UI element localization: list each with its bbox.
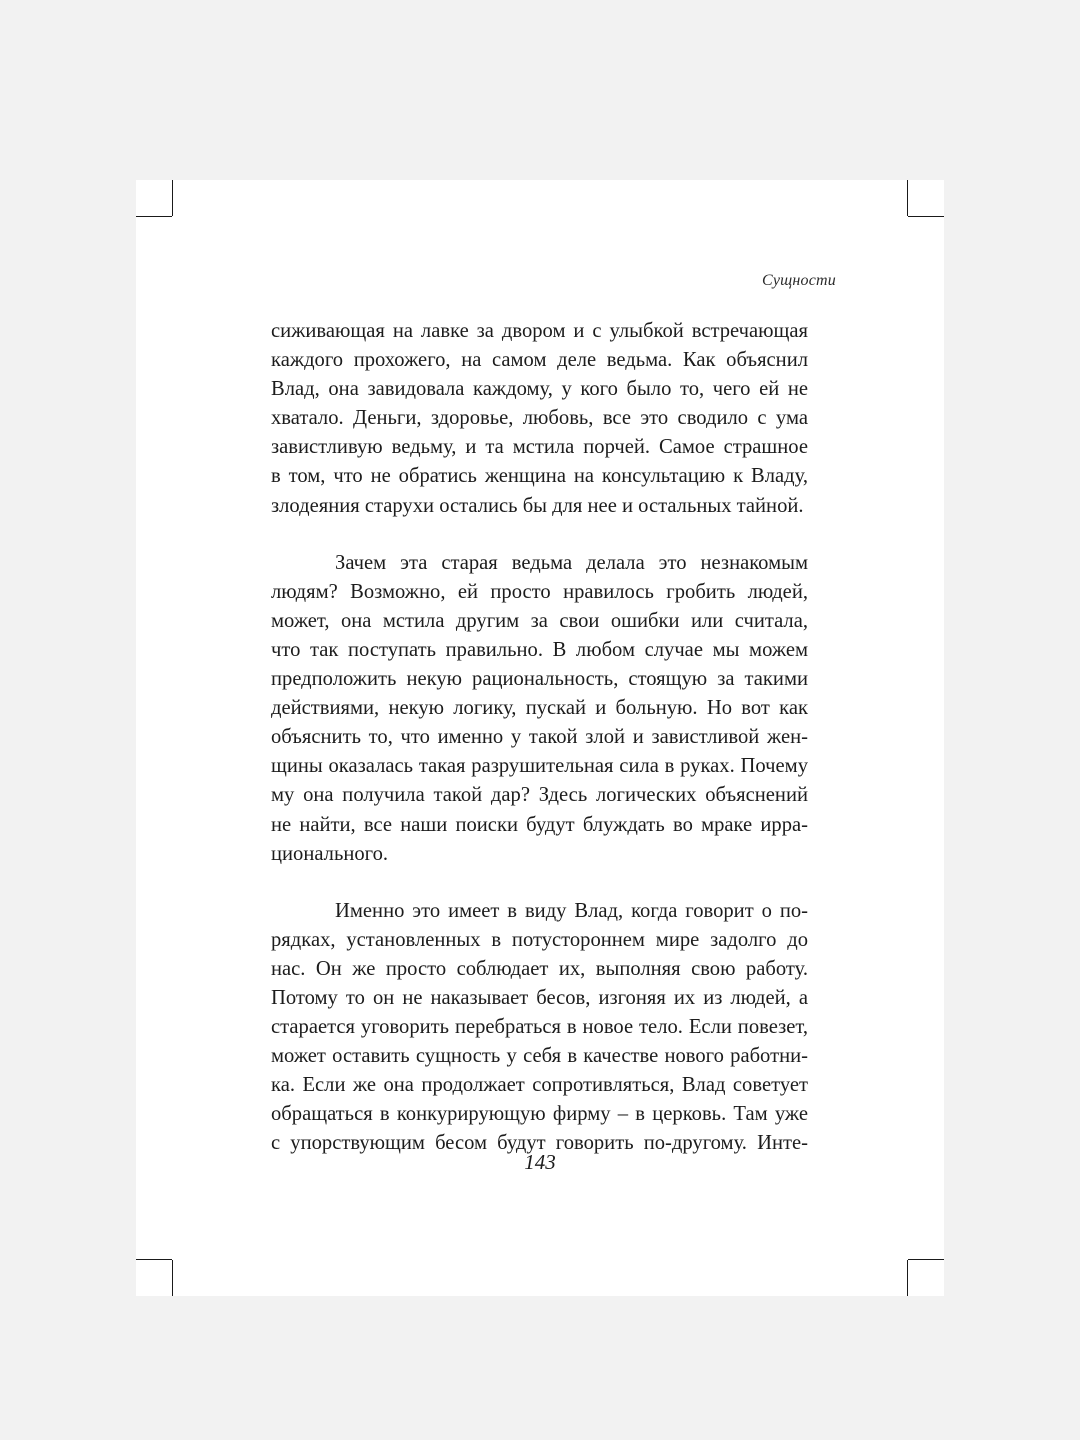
text-line: каждого прохожего, на самом деле ведьма. Как объяснил: [271, 349, 808, 372]
text-line: людям? Возможно, ей просто нравилось гробить людей,: [271, 580, 808, 603]
paragraph: [271, 317, 808, 521]
text-line: рядках, установленных в потустороннем мире задолго до: [271, 928, 808, 951]
text-line: старается уговорить перебраться в новое тело. Если повезет,: [271, 1016, 808, 1039]
body-text: [271, 317, 808, 1159]
text-line: не найти, все наши поиски будут блуждать во мраке ирра-: [271, 813, 808, 836]
text-line: действиями, некую логику, пускай и больную. Но вот как: [271, 697, 808, 720]
crop-mark: [172, 180, 173, 216]
text-line: Именно это имеет в виду Влад, когда говорит о по-: [335, 899, 808, 922]
crop-mark: [172, 1260, 173, 1296]
text-line: с упорствующим бесом будут говорить по-другому. Инте-: [271, 1132, 808, 1155]
paragraph: [271, 549, 808, 869]
text-line: щины оказалась такая разрушительная сила в руках. Почему: [271, 755, 808, 778]
text-line: предположить некую рациональность, стоящую за такими: [271, 668, 808, 691]
crop-mark: [136, 216, 172, 217]
text-line: объяснить то, что именно у такой злой и завистливой жен-: [271, 726, 808, 749]
paragraph-gap: [271, 869, 808, 897]
crop-mark: [908, 216, 944, 217]
crop-mark: [136, 1259, 172, 1260]
text-line: сиживающая на лавке за двором и с улыбкой встречающая: [271, 320, 808, 342]
text-line: может, она мстила другим за свои ошибки или считала,: [271, 609, 808, 632]
text-line: нас. Он же просто соблюдает их, выполняя свою работу.: [271, 957, 808, 980]
text-line: му она получила такой дар? Здесь логических объяснений: [271, 784, 808, 807]
text-line: злодеяния старухи остались бы для нее и остальных тайной.: [271, 494, 804, 517]
page-number: 143: [524, 1150, 556, 1174]
text-line: в том, что не обратись женщина на консультацию к Владу,: [271, 465, 808, 488]
book-page: [136, 180, 944, 1296]
text-line: завистливую ведьму, и та мстила порчей. Самое страшное: [271, 436, 808, 459]
text-line: ка. Если же она продолжает сопротивляться, Влад советует: [271, 1074, 808, 1097]
text-line: обращаться в конкурирующую фирму – в церковь. Там уже: [271, 1103, 808, 1126]
paragraph-gap: [271, 521, 808, 549]
crop-mark: [907, 180, 908, 216]
text-line: хватало. Деньги, здоровье, любовь, все это сводило с ума: [271, 407, 808, 430]
text-line: Зачем эта старая ведьма делала это незнакомым: [335, 551, 808, 574]
text-line: ционального.: [271, 842, 389, 865]
text-line: может оставить сущность у себя в качестве нового работни-: [271, 1045, 808, 1068]
text-line: Потому то он не наказывает бесов, изгоняя их из людей, а: [271, 986, 808, 1009]
paragraph: [271, 897, 808, 1159]
crop-mark: [908, 1259, 944, 1260]
text-line: что так поступать правильно. В любом случае мы можем: [271, 638, 808, 661]
running-head: Сущности: [761, 272, 836, 289]
text-line: Влад, она завидовала каждому, у кого было то, чего ей не: [271, 378, 808, 401]
crop-mark: [907, 1260, 908, 1296]
